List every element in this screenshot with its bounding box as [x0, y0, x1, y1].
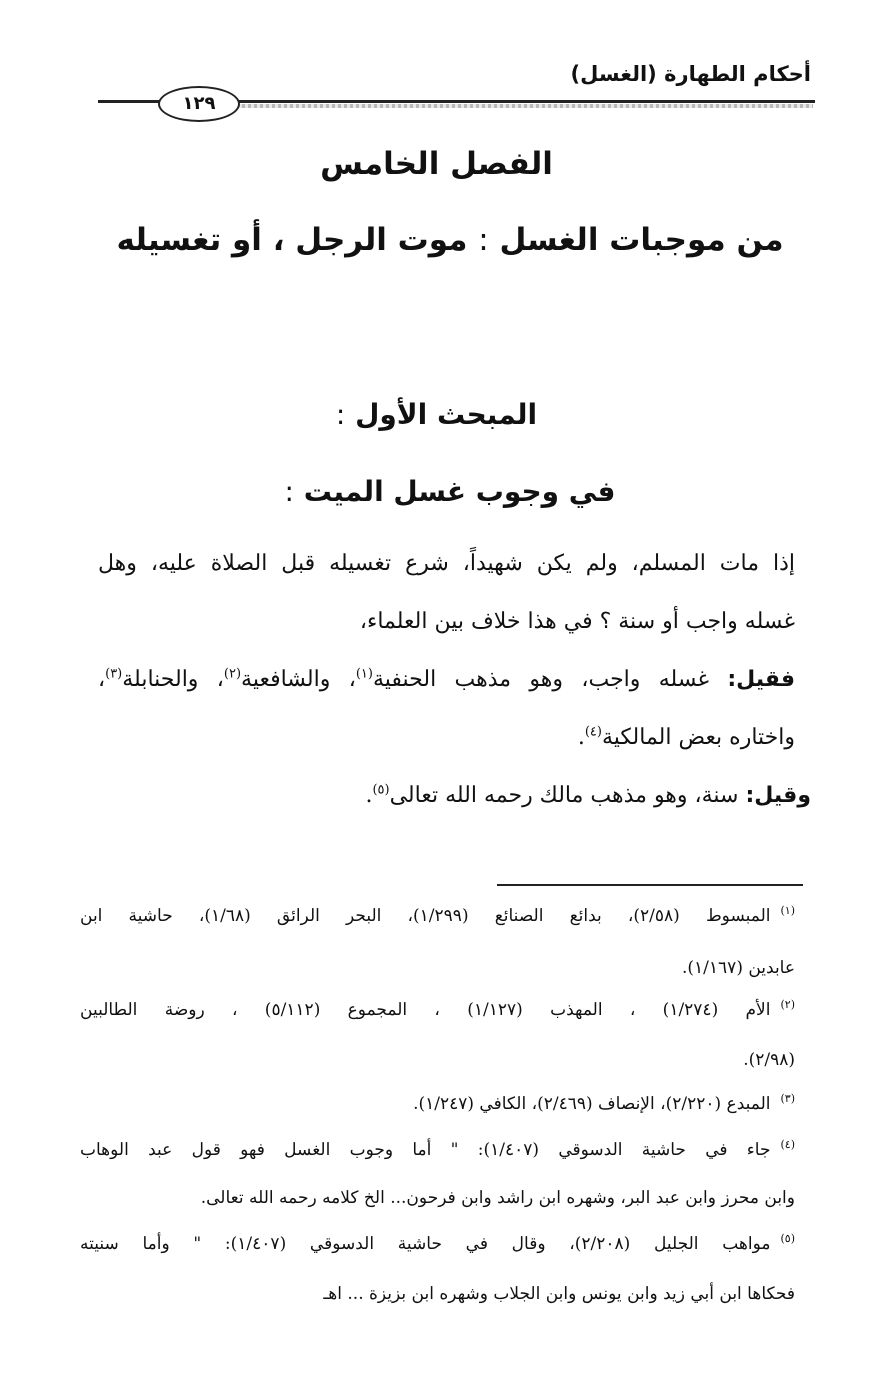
footnote-5-line-1 — [80, 1234, 795, 1254]
footnote-ref-3[interactable]: (٣) — [105, 666, 123, 682]
body-text: واختاره بعض المالكية — [601, 725, 795, 750]
footnote-number: (٢) — [780, 998, 795, 1012]
section-title-colon: : — [335, 398, 346, 431]
body-line-5 — [365, 783, 811, 808]
footnote-2-line-1 — [80, 1000, 795, 1020]
body-text: ، والحنابلة — [122, 667, 224, 692]
footnote-4-line-2: وابن محرز وابن عبد البر، وشهره ابن راشد وابن فرحون... الخ كلامه رحمه الله تعالى. — [200, 1188, 795, 1208]
footnote-ref-2[interactable]: (٢) — [223, 666, 242, 682]
footnote-text: مواهب الجليل (٢/٢٠٨)، وقال في حاشية الدسوقي (١/٤٠٧): " وأما سنيته — [80, 1234, 771, 1254]
body-text: . — [365, 783, 373, 808]
running-title: أحكام الطهارة (الغسل) — [570, 62, 811, 86]
footnote-separator — [497, 884, 803, 886]
body-line-4 — [578, 725, 795, 750]
footnote-3-line-1 — [413, 1094, 795, 1114]
footnote-2-line-2: (٢/٩٨). — [743, 1050, 795, 1070]
body-text: ، — [98, 667, 106, 692]
section-subtitle — [0, 475, 873, 508]
footnote-number: (٥) — [780, 1232, 796, 1246]
body-text: ، والشافعية — [241, 667, 356, 692]
page-number: ١٢٩ — [158, 86, 240, 122]
body-line-3 — [98, 667, 795, 692]
opinion-keyword-1: فقيل: — [727, 667, 795, 692]
footnote-number: (٣) — [780, 1092, 795, 1106]
footnote-1-line-2: عابدين (١/١٦٧). — [682, 958, 795, 978]
footnote-ref-5[interactable]: (٥) — [372, 782, 390, 798]
footnote-text: الأم (١/٢٧٤) ، المهذب (١/١٢٧) ، المجموع (٥/١١٢) ، روضة الطالبين — [80, 1000, 771, 1020]
body-line-1: إذا مات المسلم، ولم يكن شهيداً، شرع تغسيله قبل الصلاة عليه، وهل — [98, 551, 795, 576]
chapter-subtitle-part2: موت الرجل ، أو تغسيله — [116, 222, 468, 258]
footnote-ref-1[interactable]: (١) — [355, 666, 373, 682]
section-subtitle-text: في وجوب غسل الميت — [303, 475, 616, 508]
chapter-title: الفصل الخامس — [320, 146, 553, 182]
footnote-text: جاء في حاشية الدسوقي (١/٤٠٧): " أما وجوب الغسل فهو قول عبد الوهاب — [80, 1140, 771, 1160]
body-line-2: غسله واجب أو سنة ؟ في هذا خلاف بين العلماء، — [359, 609, 795, 634]
body-text: غسله واجب، وهو مذهب الحنفية — [372, 667, 709, 692]
footnote-text: المبدع (٢/٢٢٠)، الإنصاف (٢/٤٦٩)، الكافي (١/٢٤٧). — [413, 1094, 771, 1114]
chapter-subtitle — [0, 222, 873, 258]
footnote-1-line-1 — [80, 906, 795, 926]
footnote-number: (١) — [780, 904, 796, 918]
footnote-4-line-1 — [80, 1140, 795, 1160]
section-subtitle-colon: : — [284, 475, 294, 508]
footnote-ref-4[interactable]: (٤) — [584, 724, 602, 740]
body-text: . — [577, 725, 585, 750]
header-rule-shadow — [230, 104, 813, 108]
opinion-keyword-2: وقيل: — [745, 783, 811, 808]
footnote-5-line-2: فحكاها ابن أبي زيد وابن يونس وابن الجلاب وشهره ابن بزيزة ... اهـ — [323, 1284, 795, 1304]
chapter-subtitle-separator: : — [478, 222, 489, 258]
chapter-subtitle-part1: من موجبات الغسل — [499, 222, 784, 258]
section-title — [0, 398, 873, 431]
section-title-text: المبحث الأول — [355, 398, 538, 431]
footnote-text: المبسوط (٢/٥٨)، بدائع الصنائع (١/٢٩٩)، البحر الرائق (١/٦٨)، حاشية ابن — [80, 906, 771, 926]
body-text: سنة، وهو مذهب مالك رحمه الله تعالى — [389, 783, 739, 808]
footnote-number: (٤) — [780, 1138, 795, 1152]
